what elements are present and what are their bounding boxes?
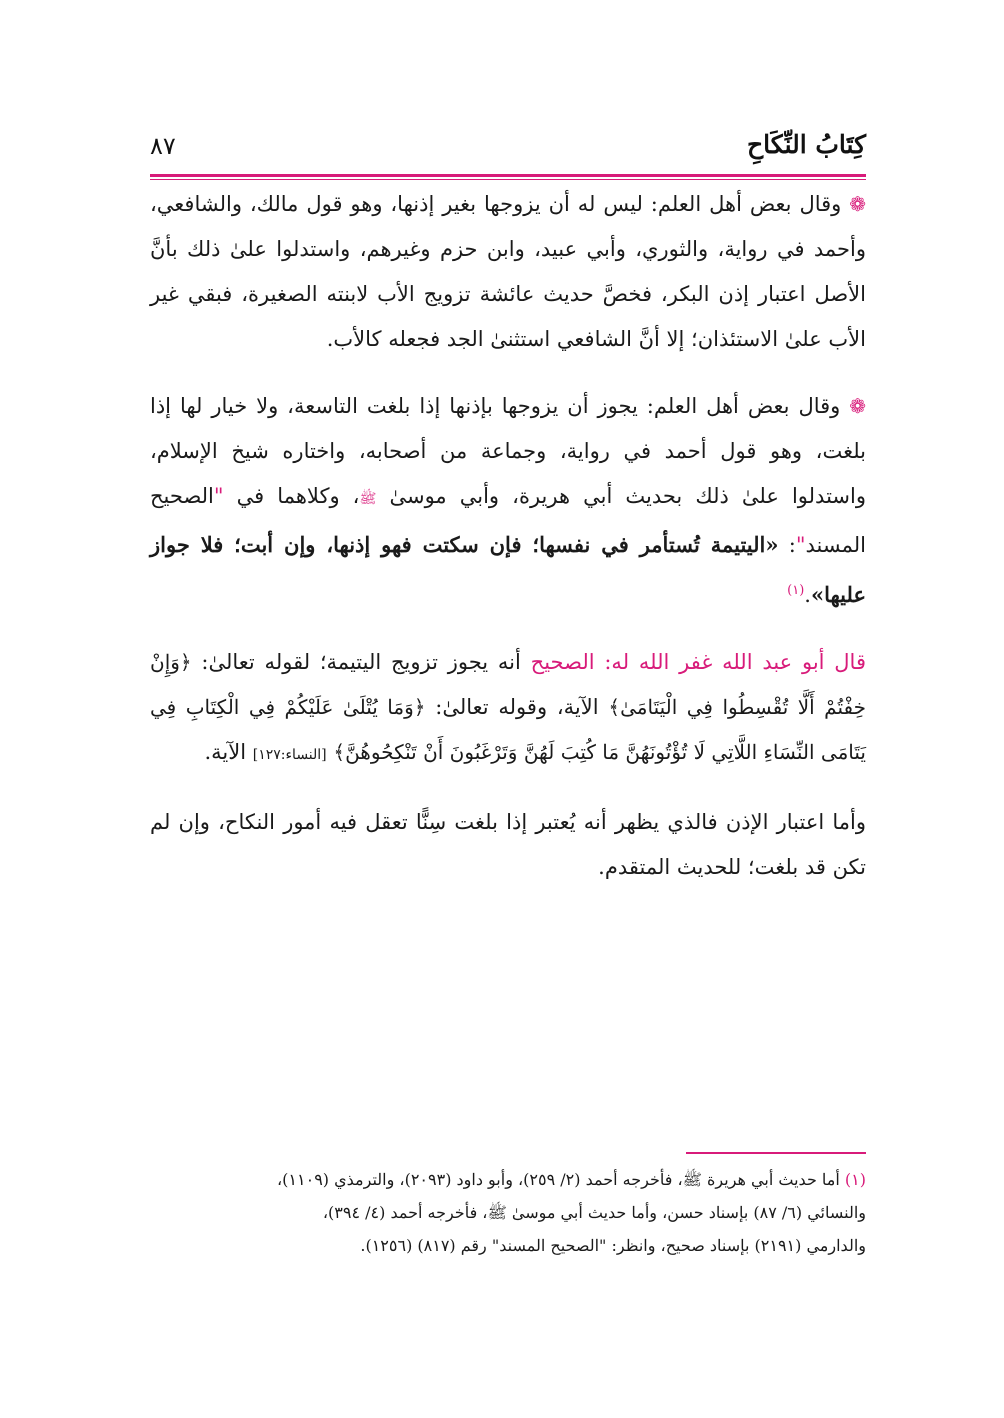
footnote-line-2: والنسائي (٦/ ٨٧) بإسناد حسن، وأما حديث أبي موسىٰ ﷺ، فأخرجه أحمد (٤/ ٣٩٤)، xyxy=(322,1203,866,1222)
header-rule-thin xyxy=(150,179,866,180)
honorific-glyph: ﷺ xyxy=(359,491,377,507)
footnote-line-1 xyxy=(150,1163,866,1196)
paragraph-3 xyxy=(150,640,866,778)
hadith-text: «اليتيمة تُستأمر في نفسها؛ فإن سكتت فهو إذنها، وإن أبت؛ فلا جواز عليها» xyxy=(150,532,866,607)
paragraph-1-text: وقال بعض أهل العلم: ليس له أن يزوجها بغير إذنها، وهو قول مالك، والشافعي، وأحمد في رواية، والثوري، وأبي عبيد، وابن حزم وغيرهم، واستدلوا علىٰ ذلك بأنَّ الأصل اعتبار إذن البكر، فخصَّ حديث عائشة تزويج الأب لابنته الصغيرة، فبقي غير الأب علىٰ الاستئذان؛ إلا أنَّ الشافعي استثنىٰ الجد فجعله كالأب. xyxy=(150,192,866,351)
verse-reference: [النساء:١٢٧] xyxy=(252,747,327,763)
quran-verse-2: ﴿وَمَا يُتْلَىٰ عَلَيْكُمْ فِي الْكِتَابِ فِي يَتَامَى النِّسَاءِ اللَّاتِي لَا تُؤْتُونَهُنَّ مَا كُتِبَ لَهُنَّ وَتَرْغَبُونَ أَنْ تَنْكِحُوهُنَّ﴾ xyxy=(150,695,866,764)
sahih-label: الصحيح xyxy=(530,650,595,674)
period: . xyxy=(804,583,811,607)
paragraph-3-text: أنه يجوز تزويج اليتيمة؛ لقوله تعالىٰ: xyxy=(201,650,521,674)
author-attribution: قال أبو عبد الله غفر الله له: xyxy=(604,650,866,674)
paragraph-3-text-2: الآية، وقوله تعالىٰ: xyxy=(435,695,599,719)
paragraph-2-text: وقال بعض أهل العلم: يجوز أن يزوجها بإذنها إذا بلغت التاسعة، ولا خيار لها إذا بلغت، وهو قول أحمد في رواية، وجماعة من أصحابه، واختاره شيخ الإسلام، واستدلوا علىٰ ذلك بحديث أبي هريرة، وأبي موسىٰ xyxy=(150,394,866,508)
source-title: الصحيح المسند xyxy=(150,484,866,557)
paragraph-3-text-3: الآية. xyxy=(204,740,247,764)
paragraph-1 xyxy=(150,182,866,362)
quran-verse-1: ﴿وَإِنْ خِفْتُمْ أَلَّا تُقْسِطُوا فِي الْيَتَامَىٰ﴾ xyxy=(150,650,866,719)
page-number: ٨٧ xyxy=(150,132,176,160)
paragraph-4 xyxy=(150,800,866,890)
footnotes xyxy=(150,1163,866,1262)
quote-mark-close: " xyxy=(795,533,806,557)
footnote-number: (١) xyxy=(844,1170,866,1189)
paragraph-4-text: وأما اعتبار الإذن فالذي يظهر أنه يُعتبر إذا بلغت سِنًّا تعقل فيه أمور النكاح، وإن لم تكن قد بلغت؛ للحديث المتقدم. xyxy=(150,810,866,879)
paragraph-2-text-cont: ، وكلاهما في xyxy=(236,484,360,508)
footnote-text-1: أما حديث أبي هريرة ﷺ، فأخرجه أحمد (٢/ ٢٥٩)، وأبو داود (٢٠٩٣)، والترمذي (١١٠٩)، xyxy=(277,1170,840,1189)
colon: : xyxy=(778,533,796,557)
quote-mark-open: " xyxy=(213,484,224,508)
footnote-ref: (١) xyxy=(787,583,805,598)
book-title: كِتَابُ النِّكَاحِ xyxy=(747,130,866,159)
flower-bullet-icon: ❁ xyxy=(849,394,866,418)
main-text xyxy=(150,182,866,890)
header-rule-thick xyxy=(150,174,866,177)
footnote-rule xyxy=(686,1152,866,1154)
running-header xyxy=(150,130,866,170)
footnote-line-3: والدارمي (٢١٩١) بإسناد صحيح، وانظر: "الصحيح المسند" رقم (٨١٧) (١٢٥٦). xyxy=(360,1236,866,1255)
paragraph-2 xyxy=(150,384,866,618)
flower-bullet-icon: ❁ xyxy=(849,192,866,216)
